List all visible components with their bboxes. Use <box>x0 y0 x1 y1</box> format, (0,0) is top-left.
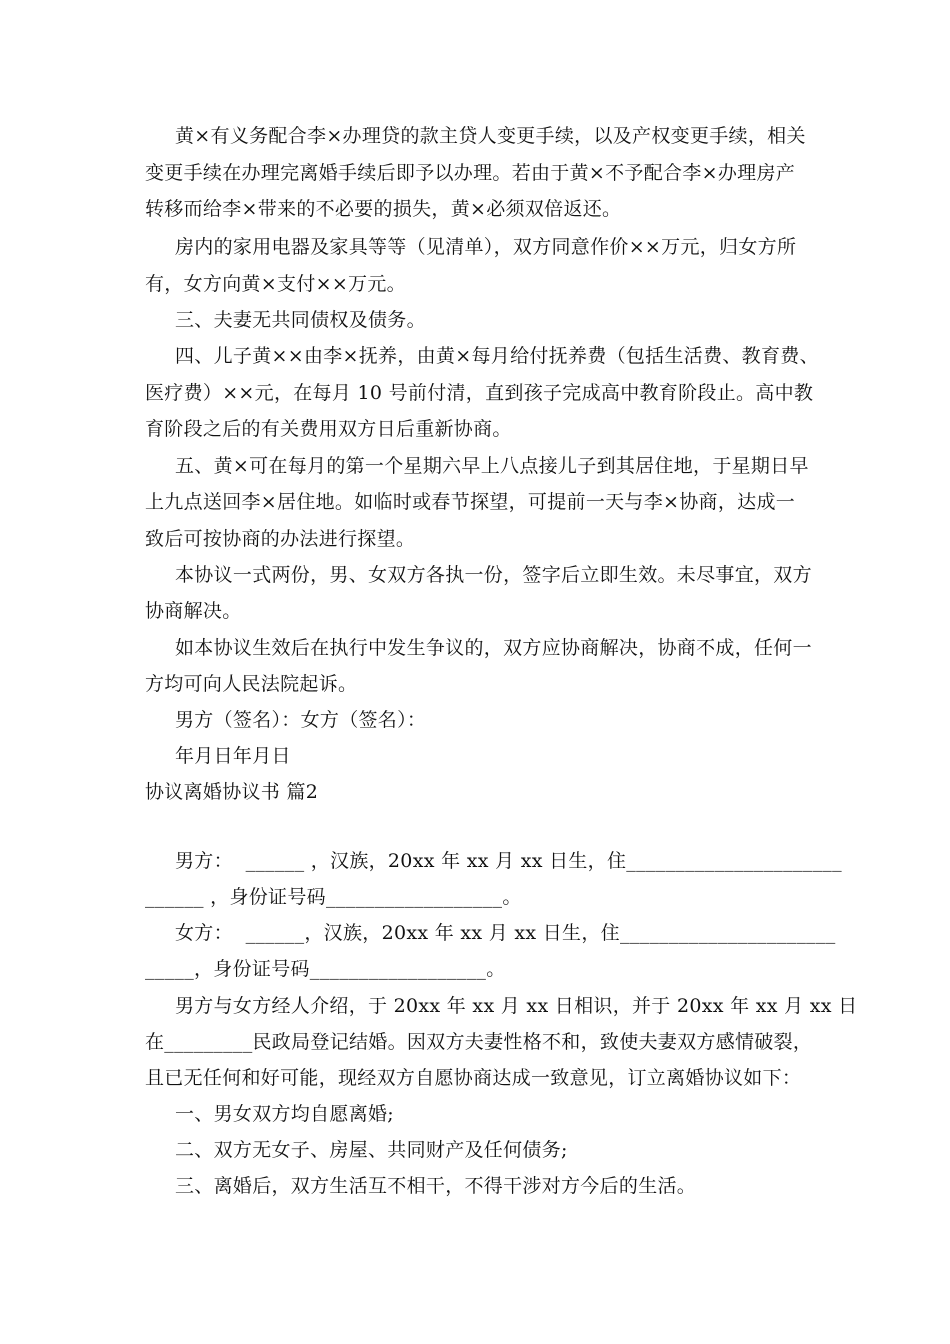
text-line: 协商解决。 <box>145 600 242 622</box>
text-line: 三、夫妻无共同债权及债务。 <box>175 309 426 331</box>
signature-line: 男方（签名）：女方（签名）： <box>175 709 427 731</box>
text-line: 方均可向人民法院起诉。 <box>145 673 358 695</box>
text-line: 转移而给李×带来的不必要的损失，黄×必须双倍返还。 <box>145 198 622 220</box>
text-line: 男方： ______ ，汉族，20xx 年 xx 月 xx 日生，住______________________ <box>175 850 842 872</box>
text-line: ______ ，身份证号码__________________。 <box>145 886 522 908</box>
text-line: 房内的家用电器及家具等等（见清单），双方同意作价××万元，归女方所 <box>175 236 797 258</box>
clause-item: 三、离婚后，双方生活互不相干，不得干涉对方今后的生活。 <box>175 1175 697 1197</box>
text-line: 且已无任何和好可能，现经双方自愿协商达成一致意见，订立离婚协议如下： <box>145 1067 802 1089</box>
text-line: 五、黄×可在每月的第一个星期六早上八点接儿子到其居住地，于星期日早 <box>175 455 809 477</box>
section-heading: 协议离婚协议书 篇2 <box>145 781 319 803</box>
text-line: 医疗费）××元，在每月 10 号前付清，直到孩子完成高中教育阶段止。高中教 <box>145 382 814 404</box>
text-line: 黄×有义务配合李×办理贷的款主贷人变更手续，以及产权变更手续，相关 <box>175 125 806 147</box>
date-line: 年月日年月日 <box>175 745 291 767</box>
text-line: 本协议一式两份，男、女双方各执一份，签字后立即生效。未尽事宜，双方 <box>175 564 812 586</box>
text-line: 变更手续在办理完离婚手续后即予以办理。若由于黄×不予配合李×办理房产 <box>145 162 796 184</box>
text-line: 女方： ______，汉族，20xx 年 xx 月 xx 日生，住______________________ <box>175 922 836 944</box>
text-line: _____，身份证号码__________________。 <box>145 958 506 980</box>
text-line: 男方与女方经人介绍，于 20xx 年 xx 月 xx 日相识，并于 20xx 年 xx 月 xx 日 <box>175 995 858 1017</box>
clause-item: 一、男女双方均自愿离婚; <box>175 1103 395 1125</box>
text-line: 有，女方向黄×支付××万元。 <box>145 273 406 295</box>
text-line: 上九点送回李×居住地。如临时或春节探望，可提前一天与李×协商，达成一 <box>145 491 796 513</box>
text-line: 四、儿子黄××由李×抚养，由黄×每月给付抚养费（包括生活费、教育费、 <box>175 345 819 367</box>
text-line: 育阶段之后的有关费用双方日后重新协商。 <box>145 418 512 440</box>
text-line: 致后可按协商的办法进行探望。 <box>145 528 416 550</box>
text-line: 如本协议生效后在执行中发生争议的，双方应协商解决，协商不成，任何一 <box>175 637 812 659</box>
clause-item: 二、双方无女子、房屋、共同财产及任何债务; <box>175 1139 568 1161</box>
text-line: 在_________民政局登记结婚。因双方夫妻性格不和，致使夫妻双方感情破裂， <box>145 1031 813 1053</box>
